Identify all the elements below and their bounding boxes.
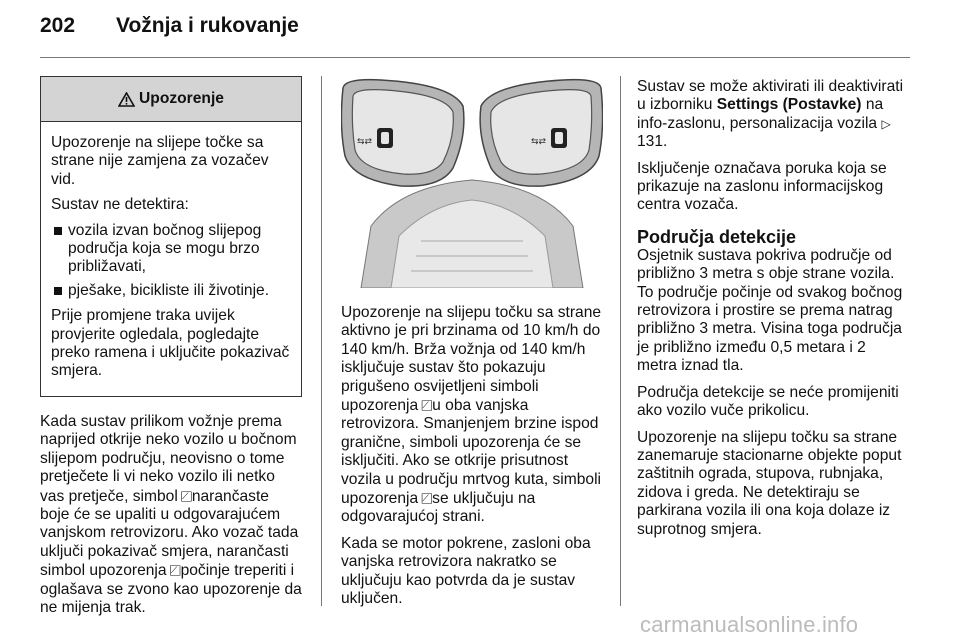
blind-spot-symbol-icon: ⟋⃞ (422, 400, 428, 411)
page-reference-arrow-icon: ▷ (881, 116, 891, 131)
body-paragraph (341, 304, 605, 527)
blind-spot-symbol-icon: ⟋⃞ (170, 565, 177, 576)
bullet-icon (54, 227, 62, 235)
column-2 (341, 304, 605, 617)
text-span: Upozorenje na slijepu točku sa strane aktivno je pri brzinama od 10 km/h do 140 km/h. Brža vožnja od 140 km/h isključuje sustav što pokazuju prigušeno osvijetljeni simboli upozorenja (341, 304, 602, 415)
body-paragraph: Isključenje označava poruka koja se prikazuje na zaslonu informacijskog centra vozača. (637, 159, 887, 214)
column-divider-right (620, 76, 621, 606)
warning-body (41, 122, 301, 396)
svg-text:⇆⇄: ⇆⇄ (531, 137, 547, 147)
page-number: 202 (40, 14, 76, 37)
page-reference[interactable]: 131. (637, 133, 668, 151)
text-span: na info-zaslonu, personalizacija vozila (637, 96, 884, 132)
menu-name: Settings (Postavke) (716, 96, 862, 114)
warning-box (40, 76, 302, 397)
body-paragraph (637, 78, 909, 152)
warning-header (41, 77, 301, 122)
header-divider (40, 57, 910, 58)
section-heading: Područja detekcije (637, 226, 797, 247)
mirror-illustration (341, 76, 603, 288)
text-span: počinje treperiti i oglašava se zvono kao upozorenje da ne mijenja trak. (40, 562, 302, 616)
warning-paragraph: Upozorenje na slijepe točke sa strane nije zamjena za vozačev vid. (51, 134, 269, 188)
body-paragraph (40, 413, 302, 617)
column-3 (637, 78, 909, 547)
text-span: Sustav se može aktivirati ili deaktivirati u izborniku (637, 78, 904, 114)
list-item-text: vozila izvan bočnog slijepog područja koja se mogu brzo približavati, (68, 221, 262, 276)
list-item-text: pješake, bicikliste ili životinje. (68, 281, 270, 299)
watermark: carmanualsonline.info (640, 612, 859, 637)
warning-title: Upozorenje (139, 89, 224, 107)
list-item (51, 282, 291, 300)
text-span: se uključuju na odgovarajućoj strani. (341, 490, 536, 526)
blind-spot-symbol-icon: ⟋⃞ (182, 490, 188, 501)
text-span: Kada sustav prilikom vožnje prema naprijed otkrije neko vozilo u bočnom slijepom području, neovisno o tome pretječete li vi neko vozilo ili netko vas pretječe, simbol (40, 412, 297, 505)
page-title: Vožnja i rukovanje (116, 14, 299, 37)
svg-text:⇆⇄: ⇆⇄ (357, 137, 373, 147)
list-item (51, 222, 291, 277)
warning-list (51, 222, 291, 301)
bullet-icon (54, 287, 62, 295)
warning-paragraph: Sustav ne detektira: (51, 196, 189, 214)
page-header (40, 14, 920, 48)
text-span: u oba vanjska retrovizora. Smanjenjem brzine ispod granične, simboli upozorenja će se isključiti. Ako se otkrije prisutnost vozila u području mrtvog kuta, simboli upozorenja (341, 397, 602, 508)
body-paragraph: Kada se motor pokrene, zasloni oba vanjska retrovizora nakratko se uključuju kao potvrda da je sustav uključen. (341, 534, 591, 608)
body-paragraph: Upozorenje na slijepu točku sa strane zanemaruje stacionarne objekte poput zaštitnih ograda, stupova, rubnjaka, zidova i greda. Ne detektiraju se parkirana vozila ili ona koja dolaze iz suprotnog smjera. (637, 428, 902, 538)
text-span: narančaste boje će se upaliti u odgovarajućem vanjskom retrovizoru. Ako vozač tada uključi pokazivač smjera, narančasti simbol upozorenja (40, 487, 299, 580)
warning-triangle-icon (118, 92, 135, 107)
column-1 (40, 76, 302, 625)
side-mirrors-image (341, 76, 603, 288)
body-paragraph: Područja detekcije se neće promijeniti ako vozilo vuče prikolicu. (637, 383, 899, 420)
column-divider-left (321, 76, 322, 606)
blind-spot-symbol-icon: ⟋⃞ (422, 493, 428, 504)
body-paragraph: Osjetnik sustava pokriva područje od približno 3 metra s obje strane vozila. To područje počinje od svakog bočnog retrovizora i prostire se prema natrag približno 3 metra. Visina toga područja je približno između 0,5 metara i 2 metra iznad tla. (637, 246, 903, 375)
warning-paragraph: Prije promjene traka uvijek provjerite ogledala, pogledajte preko ramena i uključite pokazivač smjera. (51, 307, 290, 380)
